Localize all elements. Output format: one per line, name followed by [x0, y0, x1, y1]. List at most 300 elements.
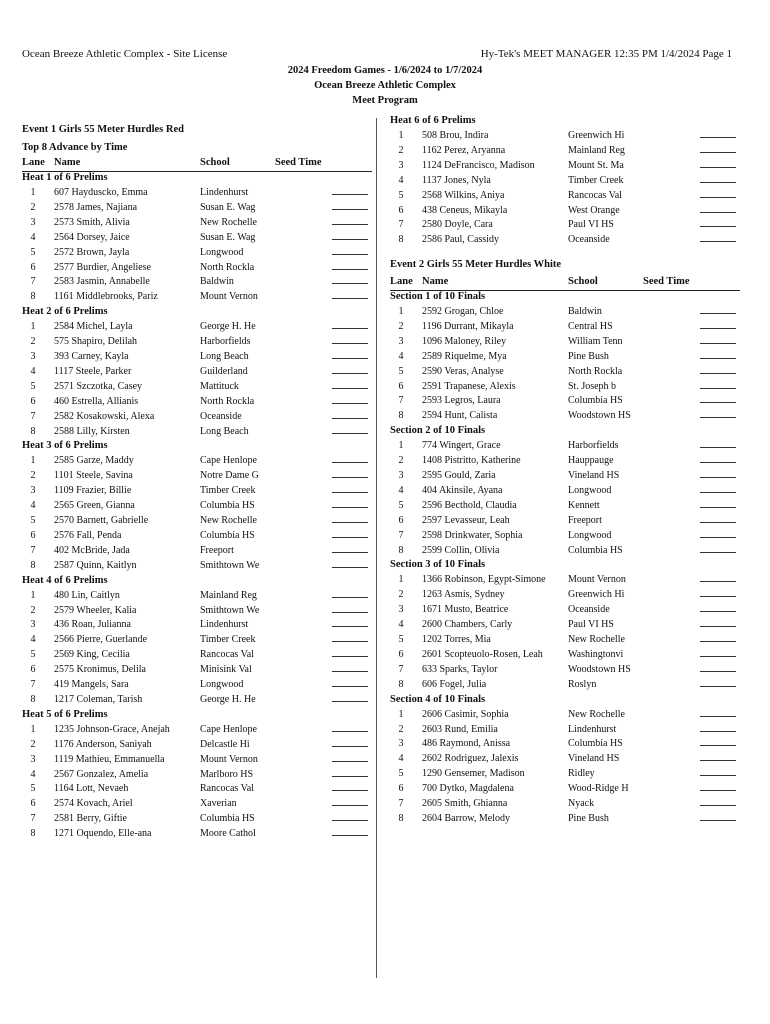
seed-time-blank	[332, 701, 368, 702]
athlete-entry: 2574 Kovach, Ariel	[54, 798, 133, 810]
lane-number: 4	[30, 365, 36, 377]
athlete-school: Guilderland	[200, 365, 248, 377]
athlete-school: Greenwich Hi	[568, 589, 625, 601]
athlete-school: Woodstown HS	[568, 410, 631, 422]
athlete-entry: 633 Sparks, Taylor	[422, 663, 498, 675]
athlete-school: Smithtown We	[200, 559, 260, 571]
athlete-school: Lindenhurst	[200, 187, 249, 198]
entry-row	[390, 709, 740, 724]
lane-number: 2	[30, 336, 36, 348]
section-label: Section 2 of 10 Finals	[390, 425, 486, 437]
athlete-entry: 2566 Pierre, Guerlande	[54, 634, 148, 646]
seed-time-blank	[332, 239, 368, 240]
entry-row	[390, 530, 740, 545]
athlete-school: Mainland Reg	[200, 589, 257, 601]
seed-time-blank	[332, 209, 368, 210]
athlete-school: Columbia HS	[200, 500, 255, 512]
lane-number: 5	[30, 515, 36, 526]
athlete-entry: 1217 Coleman, Tarish	[54, 693, 143, 705]
lane-number: 8	[30, 828, 36, 840]
seed-time-blank	[700, 820, 736, 821]
lane-number: 6	[398, 380, 404, 392]
entry-row	[390, 205, 740, 220]
seed-time-blank	[332, 328, 368, 329]
athlete-school: Pine Bush	[568, 350, 609, 362]
entry-row	[22, 470, 372, 485]
seed-time-blank	[332, 567, 368, 568]
lane-number: 7	[398, 798, 404, 809]
entry-row	[22, 455, 372, 470]
athlete-school: Baldwin	[568, 306, 602, 317]
athlete-entry: 1164 Lott, Nevaeh	[54, 783, 129, 795]
athlete-school: Kennett	[568, 499, 600, 511]
athlete-entry: 2568 Wilkins, Aniya	[422, 189, 505, 201]
lane-number: 8	[398, 812, 404, 824]
lane-number: 5	[30, 649, 36, 661]
seed-time-blank	[700, 790, 736, 791]
heat-label: Heat 1 of 6 Prelims	[22, 172, 108, 183]
athlete-entry: 2604 Barrow, Melody	[422, 812, 510, 824]
athlete-school: Harborfields	[568, 440, 619, 452]
athlete-school: North Rockla	[568, 365, 623, 377]
athlete-school: Mattituck	[200, 380, 239, 392]
lane-number: 5	[398, 365, 404, 377]
seed-time-blank	[700, 477, 736, 478]
athlete-school: New Rochelle	[200, 515, 257, 526]
lane-number: 3	[30, 619, 36, 631]
athlete-entry: 2596 Becthold, Claudia	[422, 499, 517, 511]
entry-row	[390, 589, 740, 604]
entry-row	[22, 724, 372, 739]
athlete-entry: 2603 Rund, Emilia	[422, 723, 498, 735]
athlete-entry: 438 Ceneus, Mikayla	[422, 204, 508, 216]
column-header-name: Name	[54, 157, 81, 168]
lane-number: 2	[30, 470, 36, 482]
seed-time-blank	[332, 343, 368, 344]
entry-row	[22, 321, 372, 336]
entry-row	[390, 574, 740, 589]
entry-row	[390, 664, 740, 679]
athlete-school: Long Beach	[200, 351, 249, 362]
entry-row	[390, 381, 740, 396]
lane-number: 8	[398, 234, 404, 246]
entry-row	[22, 426, 372, 441]
athlete-school: Baldwin	[200, 276, 234, 288]
athlete-school: New Rochelle	[568, 708, 625, 720]
entry-row	[22, 590, 372, 605]
athlete-school: Longwood	[200, 679, 244, 690]
athlete-school: Ridley	[568, 768, 595, 780]
athlete-school: Longwood	[568, 484, 612, 496]
athlete-school: Timber Creek	[568, 174, 624, 186]
athlete-entry: 419 Mangels, Sara	[54, 679, 129, 690]
entry-row	[390, 619, 740, 634]
seed-time-blank	[700, 656, 736, 657]
seed-time-blank	[332, 641, 368, 642]
athlete-entry: 460 Estrella, Allianis	[54, 395, 139, 407]
heat-label: Heat 5 of 6 Prelims	[22, 708, 108, 720]
athlete-entry: 2594 Hunt, Calista	[422, 410, 498, 422]
seed-time-blank	[700, 313, 736, 314]
athlete-entry: 1271 Oquendo, Elle-ana	[54, 828, 152, 840]
athlete-school: George H. He	[200, 693, 256, 705]
column-header-seed-time: Seed Time	[643, 276, 690, 287]
seed-time-blank	[332, 507, 368, 508]
athlete-school: Timber Creek	[200, 485, 256, 497]
seed-time-blank	[332, 656, 368, 657]
athlete-school: Mount Vernon	[200, 753, 258, 765]
column-header-lane: Lane	[390, 276, 413, 287]
seed-time-blank	[332, 358, 368, 359]
athlete-school: Freeport	[568, 514, 602, 526]
athlete-entry: 2578 James, Najiana	[54, 201, 138, 213]
seed-time-blank	[332, 835, 368, 836]
athlete-school: Nyack	[568, 798, 595, 809]
athlete-school: Cape Henlope	[200, 455, 257, 467]
lane-number: 4	[398, 753, 404, 765]
seed-time-blank	[700, 462, 736, 463]
seed-time-blank	[332, 626, 368, 627]
athlete-entry: 606 Fogel, Julia	[422, 678, 487, 690]
lane-number: 3	[30, 351, 36, 362]
athlete-school: George H. He	[200, 321, 256, 333]
athlete-entry: 2573 Smith, Alivia	[54, 216, 130, 228]
athlete-school: Freeport	[200, 544, 234, 556]
entry-row	[390, 410, 740, 425]
entry-row	[22, 649, 372, 664]
seed-time-blank	[700, 388, 736, 389]
lane-number: 5	[30, 380, 36, 392]
entry-row	[22, 694, 372, 709]
lane-number: 7	[30, 679, 36, 690]
seed-time-blank	[332, 612, 368, 613]
athlete-school: Marlboro HS	[200, 768, 254, 780]
seed-time-blank	[700, 552, 736, 553]
entry-row	[390, 679, 740, 694]
lane-number: 1	[30, 455, 36, 467]
athlete-school: Columbia HS	[568, 738, 623, 750]
athlete-school: Delcastle Hi	[200, 738, 250, 750]
athlete-school: West Orange	[568, 204, 620, 216]
seed-time-blank	[700, 731, 736, 732]
entry-row	[22, 530, 372, 545]
lane-number: 4	[398, 350, 404, 362]
seed-time-blank	[700, 137, 736, 138]
entry-row	[390, 783, 740, 798]
seed-time-blank	[332, 477, 368, 478]
lane-number: 6	[30, 529, 36, 541]
athlete-entry: 575 Shapiro, Delilah	[54, 336, 138, 348]
column-header-row	[22, 157, 372, 171]
athlete-entry: 2581 Berry, Giftie	[54, 813, 127, 825]
athlete-entry: 1176 Anderson, Saniyah	[54, 738, 152, 750]
athlete-entry: 1263 Asmis, Sydney	[422, 589, 505, 601]
entry-row	[390, 724, 740, 739]
athlete-entry: 2575 Kronimus, Delila	[54, 664, 146, 676]
seed-time-blank	[700, 402, 736, 403]
seed-time-blank	[700, 716, 736, 717]
seed-time-blank	[332, 298, 368, 299]
heat-label: Heat 2 of 6 Prelims	[22, 306, 108, 318]
athlete-entry: 2593 Legros, Laura	[422, 395, 501, 407]
lane-number: 1	[30, 321, 36, 333]
athlete-entry: 436 Roan, Julianna	[54, 619, 131, 631]
lane-number: 5	[398, 768, 404, 780]
entry-row	[390, 351, 740, 366]
athlete-entry: 480 Lin, Caitlyn	[54, 589, 120, 601]
lane-number: 2	[398, 144, 404, 156]
athlete-entry: 2572 Brown, Jayla	[54, 246, 130, 258]
lane-number: 5	[398, 634, 404, 645]
athlete-school: North Rockla	[200, 395, 255, 407]
entry-row	[390, 234, 740, 249]
lane-number: 7	[398, 219, 404, 231]
lane-number: 3	[398, 335, 404, 347]
lane-number: 7	[30, 276, 36, 288]
athlete-entry: 1096 Maloney, Riley	[422, 335, 507, 347]
athlete-school: Columbia HS	[200, 529, 255, 541]
athlete-school: Oceanside	[568, 234, 610, 246]
entry-row	[390, 485, 740, 500]
seed-time-blank	[332, 597, 368, 598]
lane-number: 2	[30, 604, 36, 616]
athlete-entry: 2592 Grogan, Chloe	[422, 306, 504, 317]
athlete-school: Cape Henlope	[200, 723, 257, 735]
athlete-school: Rancocas Val	[200, 649, 254, 661]
entry-row	[390, 798, 740, 813]
athlete-school: Greenwich Hi	[568, 130, 625, 141]
athlete-entry: 404 Akinsile, Ayana	[422, 484, 503, 496]
athlete-entry: 2582 Kosakowski, Alexa	[54, 410, 155, 422]
seed-time-blank	[700, 417, 736, 418]
athlete-entry: 2605 Smith, Ghianna	[422, 798, 508, 809]
athlete-entry: 2584 Michel, Layla	[54, 321, 133, 333]
seed-time-blank	[332, 790, 368, 791]
athlete-school: Smithtown We	[200, 604, 260, 616]
entry-row	[390, 753, 740, 768]
athlete-entry: 1408 Pistritto, Katherine	[422, 455, 521, 467]
athlete-school: Moore Cathol	[200, 828, 256, 840]
entry-row	[390, 130, 740, 145]
seed-time-blank	[700, 152, 736, 153]
athlete-school: Xaverian	[200, 798, 237, 810]
seed-time-blank	[700, 581, 736, 582]
entry-row	[22, 336, 372, 351]
seed-time-blank	[332, 254, 368, 255]
entry-row	[22, 679, 372, 694]
heat-label: Heat 4 of 6 Prelims	[22, 574, 108, 586]
athlete-school: Washingtonvi	[568, 648, 624, 660]
lane-number: 7	[398, 663, 404, 675]
lane-number: 4	[30, 500, 36, 512]
athlete-school: Mainland Reg	[568, 144, 625, 156]
lane-number: 8	[398, 544, 404, 556]
entry-row	[390, 455, 740, 470]
athlete-school: Pine Bush	[568, 812, 609, 824]
entry-row	[390, 768, 740, 783]
athlete-school: Paul VI HS	[568, 219, 614, 231]
lane-number: 4	[30, 634, 36, 646]
athlete-school: Hauppauge	[568, 455, 614, 467]
athlete-entry: 607 Hayduscko, Emma	[54, 187, 148, 198]
athlete-school: Oceanside	[200, 410, 242, 422]
entry-row	[390, 470, 740, 485]
athlete-school: Mount St. Ma	[568, 159, 624, 171]
seed-time-blank	[700, 686, 736, 687]
athlete-entry: 2571 Szczotka, Casey	[54, 380, 143, 392]
seed-time-blank	[332, 283, 368, 284]
seed-time-blank	[332, 373, 368, 374]
athlete-entry: 1117 Steele, Parker	[54, 365, 132, 377]
meet-title-block	[0, 63, 770, 108]
entry-row	[390, 395, 740, 410]
column-header-row	[390, 276, 740, 290]
athlete-entry: 2569 King, Cecilia	[54, 649, 130, 661]
athlete-school: Roslyn	[568, 678, 597, 690]
seed-time-blank	[700, 507, 736, 508]
seed-time-blank	[332, 433, 368, 434]
entry-row	[22, 769, 372, 784]
lane-number: 6	[398, 783, 404, 795]
entry-row	[22, 485, 372, 500]
athlete-school: New Rochelle	[568, 634, 625, 645]
athlete-entry: 1119 Mathieu, Emmanuella	[54, 753, 165, 765]
entry-row	[22, 634, 372, 649]
athlete-entry: 2595 Gould, Zaria	[422, 470, 496, 481]
athlete-school: Wood-Ridge H	[568, 783, 629, 795]
seed-time-blank	[700, 197, 736, 198]
heat-label: Heat 6 of 6 Prelims	[390, 115, 476, 126]
athlete-entry: 393 Carney, Kayla	[54, 351, 129, 362]
lane-number: 8	[398, 678, 404, 690]
entry-row	[22, 217, 372, 232]
athlete-entry: 774 Wingert, Grace	[422, 440, 501, 452]
column-header-lane: Lane	[22, 157, 45, 168]
event-title: Event 1 Girls 55 Meter Hurdles Red	[22, 124, 184, 135]
lane-number: 3	[30, 753, 36, 765]
athlete-entry: 2564 Dorsey, Jaice	[54, 231, 130, 243]
seed-time-blank	[700, 745, 736, 746]
entry-row	[22, 381, 372, 396]
entry-row	[390, 190, 740, 205]
entry-row	[22, 664, 372, 679]
entry-row	[22, 262, 372, 277]
entry-row	[22, 351, 372, 366]
athlete-school: Long Beach	[200, 425, 249, 437]
seed-time-blank	[332, 686, 368, 687]
athlete-entry: 2591 Trapanese, Alexis	[422, 380, 516, 392]
lane-number: 3	[398, 604, 404, 616]
athlete-entry: 2579 Wheeler, Kalia	[54, 604, 137, 616]
athlete-entry: 402 McBride, Jada	[54, 544, 130, 556]
athlete-school: Longwood	[568, 529, 612, 541]
lane-number: 1	[398, 708, 404, 720]
entry-row	[22, 813, 372, 828]
lane-number: 7	[30, 544, 36, 556]
lane-number: 3	[398, 159, 404, 171]
athlete-entry: 1162 Perez, Aryanna	[422, 144, 506, 156]
entry-row	[22, 828, 372, 843]
athlete-entry: 2598 Drinkwater, Sophia	[422, 529, 523, 541]
athlete-school: Longwood	[200, 246, 244, 258]
athlete-school: Columbia HS	[200, 813, 255, 825]
lane-number: 6	[398, 514, 404, 526]
seed-time-blank	[700, 775, 736, 776]
athlete-school: Woodstown HS	[568, 663, 631, 675]
lane-number: 3	[30, 216, 36, 228]
lane-number: 1	[398, 306, 404, 317]
athlete-school: Notre Dame G	[200, 470, 259, 482]
entry-row	[390, 440, 740, 455]
meet-program-label: Meet Program	[352, 95, 418, 106]
seed-time-blank	[332, 731, 368, 732]
entry-row	[22, 232, 372, 247]
page-header-left: Ocean Breeze Athletic Complex - Site License	[22, 48, 228, 60]
entry-row	[390, 604, 740, 619]
event-title: Event 2 Girls 55 Meter Hurdles White	[390, 259, 562, 270]
seed-time-blank	[700, 596, 736, 597]
seed-time-blank	[332, 224, 368, 225]
athlete-school: Mount Vernon	[568, 574, 626, 586]
lane-number: 2	[398, 723, 404, 735]
athlete-entry: 1290 Gensemer, Madison	[422, 768, 525, 780]
athlete-entry: 486 Raymond, Anissa	[422, 738, 511, 750]
athlete-entry: 1161 Middlebrooks, Pariz	[54, 291, 158, 303]
seed-time-blank	[332, 462, 368, 463]
athlete-entry: 2600 Chambers, Carly	[422, 619, 513, 631]
column-divider	[376, 118, 377, 978]
athlete-entry: 1235 Johnson-Grace, Anejah	[54, 723, 170, 735]
lane-number: 1	[398, 440, 404, 452]
entry-row	[22, 754, 372, 769]
athlete-entry: 1202 Torres, Mia	[422, 634, 491, 645]
column-header-name: Name	[422, 276, 449, 287]
entry-row	[22, 366, 372, 381]
heat-label: Heat 3 of 6 Prelims	[22, 440, 108, 452]
entry-row	[22, 276, 372, 291]
athlete-entry: 2577 Burdier, Angeliese	[54, 261, 152, 273]
lane-number: 2	[398, 320, 404, 332]
seed-time-blank	[700, 492, 736, 493]
entry-row	[22, 619, 372, 634]
lane-number: 7	[398, 395, 404, 407]
athlete-entry: 2606 Casimir, Sophia	[422, 708, 509, 720]
lane-number: 5	[398, 189, 404, 201]
athlete-entry: 2585 Garze, Maddy	[54, 455, 134, 467]
seed-time-blank	[700, 760, 736, 761]
entry-row	[22, 291, 372, 306]
lane-number: 1	[30, 723, 36, 735]
lane-number: 5	[398, 499, 404, 511]
entry-row	[22, 783, 372, 798]
entry-row	[390, 175, 740, 190]
athlete-school: Rancocas Val	[200, 783, 254, 795]
athlete-school: Columbia HS	[568, 395, 623, 407]
lane-number: 4	[398, 619, 404, 631]
meet-venue: Ocean Breeze Athletic Complex	[314, 80, 456, 91]
seed-time-blank	[332, 761, 368, 762]
lane-number: 2	[398, 589, 404, 601]
lane-number: 7	[30, 410, 36, 422]
seed-time-blank	[332, 492, 368, 493]
athlete-entry: 2576 Fall, Penda	[54, 529, 122, 541]
lane-number: 6	[398, 648, 404, 660]
athlete-entry: 2583 Jasmin, Annabelle	[54, 276, 150, 288]
athlete-entry: 1124 DeFrancisco, Madison	[422, 159, 535, 171]
entry-row	[390, 160, 740, 175]
athlete-entry: 2567 Gonzalez, Amelia	[54, 768, 149, 780]
athlete-school: Central HS	[568, 320, 613, 332]
